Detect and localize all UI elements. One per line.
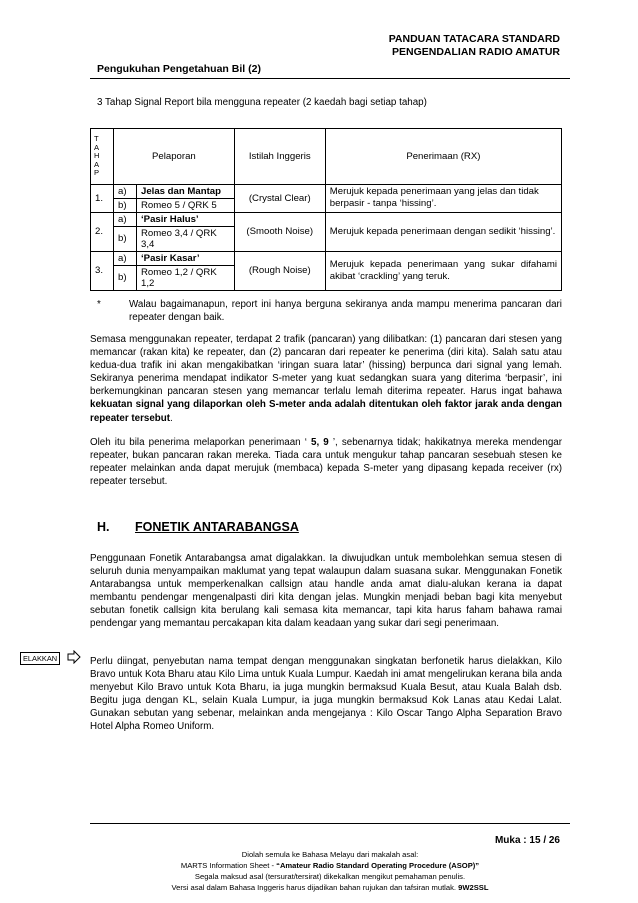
row-istilah: (Crystal Clear): [234, 184, 325, 212]
row-penerimaan: Merujuk kepada penerimaan yang jelas dan tidak berpasir - tanpa ‘hissing’.: [325, 184, 561, 212]
paragraph-repeater-end: .: [170, 412, 173, 424]
paragraph-repeater-text: Semasa menggunakan repeater, terdapat 2 trafik (pancaran) yang dilibatkan: (1) pancaran dari stesen yang memancar (rakan kita) ke repeater, dan (2) pancaran dari repeater ke penerima (diri kita). Salah satu atau kedua-dua trafik ini akan mengakibatkan ‘iringan suara latar’ (hissing) berpunca dari signal yang lemah. Sekiranya penerima mendapat indikator S-meter yang kuat sedangkan suara yang diterima ‘berpasir’, ini berkemungkinan pancaran stesen yang memancar terlalu lemah diterima repeater. Harus ingat bahawa: [90, 334, 562, 398]
row-b-text: Romeo 5 / QRK 5: [137, 198, 235, 212]
row-a-text: ‘Pasir Kasar’: [137, 251, 235, 265]
header-left: Pengukuhan Pengetahuan Bil (2): [97, 63, 261, 75]
table-row: [91, 212, 562, 226]
row-b-label: b): [114, 265, 137, 290]
row-a-text: ‘Pasir Halus’: [137, 212, 235, 226]
page-number: Muka : 15 / 26: [494, 835, 560, 846]
elakkan-label: ELAKKAN: [20, 652, 60, 665]
paragraph-elakkan: Perlu diingat, penyebutan nama tempat dengan menggunakan singkatan berfonetik harus dielakkan, Kilo Bravo untuk Kota Bharu atau Kilo Lima untuk Kuala Lumpur. Kaedah ini amat mengelirukan kerana bila anda menyebut Kilo Bravo untuk Kota Bharu, ia juga mungkin bermaksud Kuala Besut, atau Kuala Balah dsb. Begitu juga dengan KL, selain Kuala Lumpur, ia juga mungkin bermaksud Kok Lanas atau Kedai Lalat. Gunakan sebutan yang sebenar, melainkan anda mengejanya : Kilo Oscar Tango Alpha Separation Bravo Hotel Alpha Romeo Uniform.: [90, 656, 562, 733]
header-istilah: Istilah Inggeris: [234, 129, 325, 185]
header-title-line2: PENGENDALIAN RADIO AMATUR: [392, 46, 560, 58]
paragraph-report-bold: 5, 9: [311, 437, 329, 448]
intro-text: 3 Tahap Signal Report bila mengguna repeater (2 kaedah bagi setiap tahap): [97, 97, 427, 108]
row-b-label: b): [114, 226, 137, 251]
footer-line4: Versi asal dalam Bahasa Inggeris harus dijadikan bahan rujukan dan tafsiran mutlak. 9W2SSL: [171, 883, 489, 892]
paragraph-repeater-bold: kekuatan signal yang dilaporkan oleh S-meter anda adalah ditentukan oleh faktor jarak anda dengan repeater tersebut: [90, 399, 562, 424]
note-text: Walau bagaimanapun, report ini hanya berguna sekiranya anda mampu menerima pancaran dari repeater dengan baik.: [129, 299, 562, 323]
row-b-text: Romeo 3,4 / QRK 3,4: [137, 226, 235, 251]
row-istilah: (Smooth Noise): [234, 212, 325, 251]
header-right: [389, 33, 560, 59]
header-title-line1: PANDUAN TATACARA STANDARD: [388, 33, 560, 45]
row-penerimaan: Merujuk kepada penerimaan yang sukar difahami akibat ‘crackling’ yang teruk.: [325, 251, 561, 290]
footer-line2: MARTS Information Sheet - “Amateur Radio Standard Operating Procedure (ASOP)”: [180, 861, 480, 870]
table-header-row: [91, 129, 562, 185]
header-penerimaan: Penerimaan (RX): [325, 129, 561, 185]
section-title: FONETIK ANTARABANGSA: [135, 520, 299, 534]
row-a-label: a): [114, 212, 137, 226]
header-pelaporan: Pelaporan: [114, 129, 235, 185]
paragraph-repeater: [90, 333, 562, 425]
footer-line1: Diolah semula ke Bahasa Melayu dari makalah asal:: [241, 850, 419, 859]
section-number: H.: [97, 520, 110, 534]
row-a-text: Jelas dan Mantap: [137, 184, 235, 198]
row-num: 2.: [91, 212, 114, 251]
paragraph-fonetik: Penggunaan Fonetik Antarabangsa amat digalakkan. Ia diwujudkan untuk membolehkan semua stesen di seluruh dunia menyampaikan maklumat yang tepat walaupun dalam suasana sukar. Menggunakan Fonetik Antarabangsa untuk memperkenalkan callsign atau handle anda amat dialu-alukan kerana ia dapat membantu pendengar mengenalpasti diri kita dengan jelas. Mungkin menjadi beban bagi kita menyebut sebutan fonetik callsign kita berulang kali semasa kita memancar, tapi kita harus faham bahawa ramai pendengar yang memantau percakapan kita dalam keadaan yang sukar dari segi penerimaan.: [90, 553, 562, 630]
row-a-label: a): [114, 184, 137, 198]
paragraph-report: [90, 436, 562, 488]
header-tahap: T A H A P: [91, 129, 114, 185]
row-istilah: (Rough Noise): [234, 251, 325, 290]
table-row: [91, 184, 562, 198]
table-row: [91, 251, 562, 265]
section-heading: [97, 520, 299, 534]
row-b-label: b): [114, 198, 137, 212]
row-penerimaan: Merujuk kepada penerimaan dengan sedikit ‘hissing’.: [325, 212, 561, 251]
header-rule: [90, 78, 570, 79]
footer-rule: [90, 823, 570, 824]
paragraph-report-pre: Oleh itu bila penerima melaporkan penerimaan ‘: [90, 437, 312, 448]
paragraph-report-post: ’, sebenarnya tidak; hakikatnya mereka mendengar repeater, bukan pancaran rakan mereka. Tiada cara untuk mengukur tahap pancaran sesebuah stesen ke repeater melainkan anda dapat merujuk (membaca) kepada S-meter yang dipasang kepada receiver (rx) repeater tersebut.: [90, 437, 562, 488]
footer-line3: Segala maksud asal (tersurat/tersirat) dikekalkan mengikut pemahaman penulis.: [194, 872, 466, 881]
signal-report-table: [90, 128, 562, 291]
note-star: *: [97, 299, 101, 310]
arrow-right-icon: [67, 650, 81, 664]
row-num: 1.: [91, 184, 114, 212]
row-num: 3.: [91, 251, 114, 290]
note: [97, 298, 562, 324]
row-a-label: a): [114, 251, 137, 265]
row-b-text: Romeo 1,2 / QRK 1,2: [137, 265, 235, 290]
